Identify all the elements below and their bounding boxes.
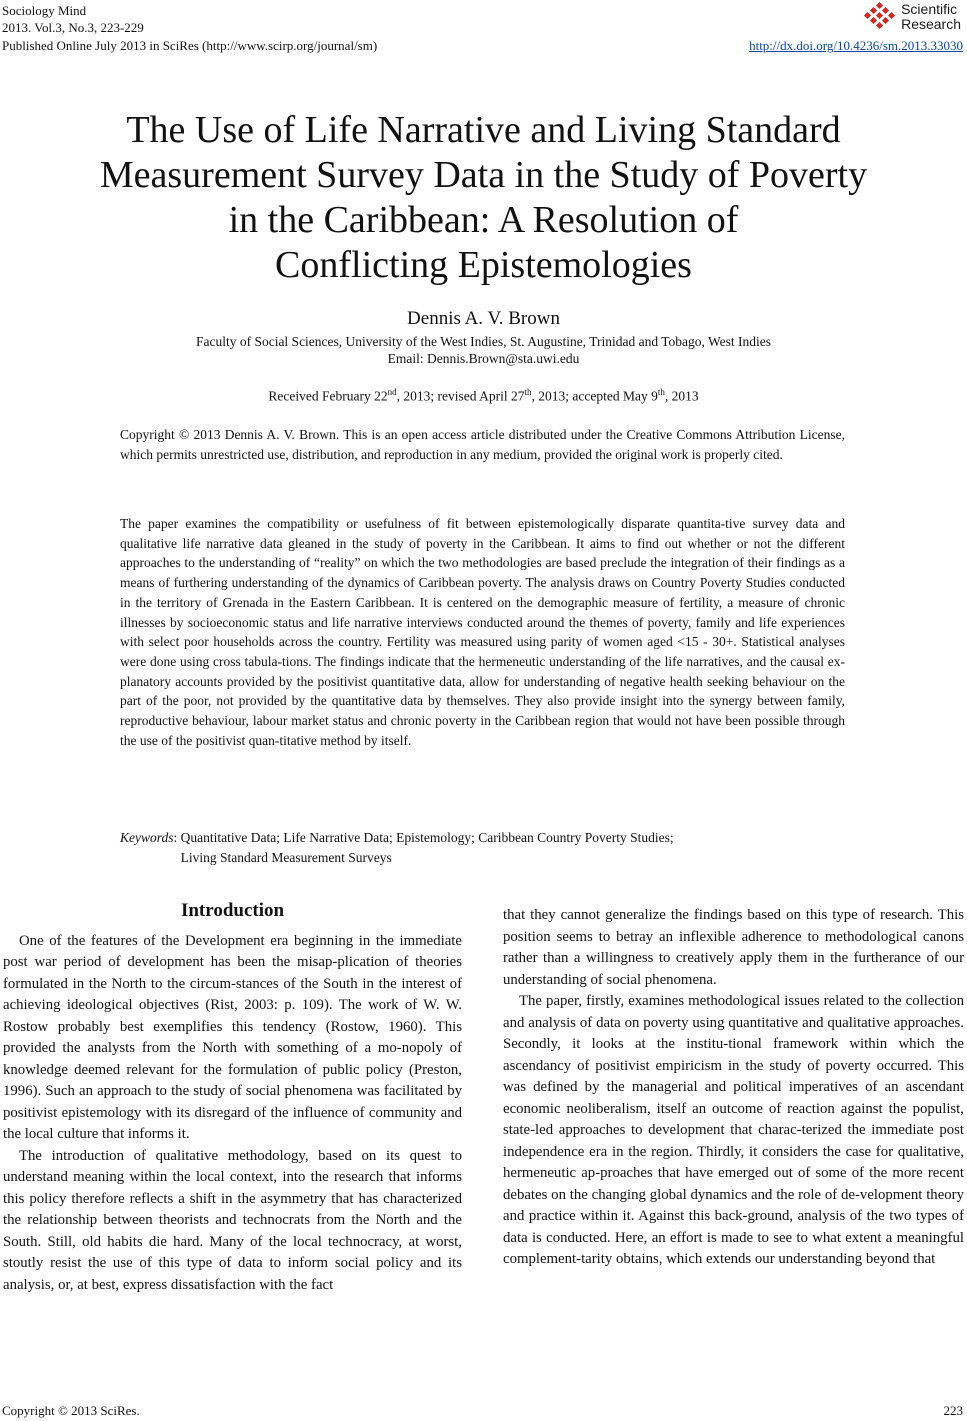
keywords-line-1: Quantitative Data; Life Narrative Data; Epistemology; Caribbean Country Poverty Studies; <box>180 830 674 845</box>
title-line: Conflicting Epistemologies <box>275 244 692 286</box>
copyright-notice: Copyright © 2013 Dennis A. V. Brown. This is an open access article distributed under the Creative Commons Attribution License, which permits unrestricted use, distribution, and reproduction in any medium, provided the original work is properly cited. <box>120 427 845 462</box>
title-line: Measurement Survey Data in the Study of Poverty <box>99 154 868 196</box>
title-line: in the Caribbean: A Resolution of <box>228 199 739 241</box>
footer-copyright: Copyright © 2013 SciRes. <box>2 1403 140 1418</box>
page-number: 223 <box>943 1403 963 1418</box>
paragraph: that they cannot generalize the findings based on this type of research. This position seems to betray an inflexible adherence to methodological canons rather than a willingness to creatively apply them in the furtherance of our understanding of social phenomena. <box>503 907 964 988</box>
diamond-cluster-icon <box>863 2 897 32</box>
title-line: The Use of Life Narrative and Living Standard <box>126 109 841 151</box>
publisher-logo <box>863 0 961 34</box>
received-dates: Received February 22nd, 2013; revised April 27th, 2013; accepted May 9th, 2013 <box>268 387 699 404</box>
journal-name: Sociology Mind <box>2 3 87 18</box>
keywords-line-2: Living Standard Measurement Surveys <box>180 849 392 865</box>
paragraph: The paper, firstly, examines methodological issues related to the collection and analysis of data on poverty using quantitative and qualitative approaches. Secondly, it looks at the institu-tional framework within which the ascendancy of positivist empiricism in the study of poverty occurred. This was defined by the managerial and political imperatives of an ascendant economic neoliberalism, itself an outcome of reaction against the populist, state-led approaches to development that charac-terized the immediate post independence era in the region. Thirdly, it considers the case for qualitative, hermeneutic ap-proaches that have emerged out of some of the more recent debates on the changing global dynamics and the role of de-velopment theory and practice within it. Against this back-ground, analysis of the two types of data is conducted. Here, an effort is made to see to what extent a meaningful complement-tarity obtains, which extends our understanding beyond that <box>503 993 964 1267</box>
volume-info: 2013. Vol.3, No.3, 223-229 <box>2 20 144 35</box>
keywords-label: Keywords <box>120 830 174 845</box>
abstract: The paper examines the compatibility or usefulness of fit between epistemologically disparate quantita-tive survey data and qualitative life narrative data gleaned in the study of poverty in the Caribbean. It aims to find out whether or not the different approaches to the understanding of “reality” on which the two methodologies are based preclude the integration of their findings as a means of furthering understanding of the dynamics of Caribbean poverty. The analysis draws on Country Poverty Studies conducted in the territory of Grenada in the Eastern Caribbean. It is centered on the demographic measure of fertility, a measure of chronic illnesses by socioeconomic status and life narrative interviews conducted around the themes of poverty, family and life experiences with select poor households across the country. Fertility was measured using parity of women aged <15 - 30+. Statistical analyses were done using cross tabula-tions. The findings indicate that the hermeneutic understanding of the life narratives, and the causal ex-planatory accounts provided by the positivist quantitative data, allow for understanding of negative health seeking behaviour on the part of the poor, not provided by the quantitative data by themselves. They also provide insight into the synergy between family, reproductive behaviour, labour market status and chronic poverty in the Caribbean region that would not have been possible through the use of the positivist quan-titative method by itself. <box>120 516 845 748</box>
paragraph: One of the features of the Development era beginning in the immediate post war period of development has been the misap-plication of theories formulated in the North to the circum-stances of the South in the interest of achieving ideological objectives (Rist, 2003: p. 109). The work of W. W. Rostow probably best exemplifies this tendency (Rostow, 1960). This provided the analysts from the North with something of a mo-nopoly of knowledge deemed relevant for the formulation of public policy (Preston, 1996). Such an approach to the study of social phenomena was facilitated by positivist epistemology with its disregard of the influence of community and the local culture that informs it. <box>3 932 462 1142</box>
keywords: Keywords: Quantitative Data; Life Narrative Data; Epistemology; Caribbean Country Poverty Studies; Living Standard Measurement Surveys <box>120 830 674 865</box>
publication-line: Published Online July 2013 in SciRes (http://www.scirp.org/journal/sm) <box>2 38 378 53</box>
article-title <box>60 108 907 288</box>
author-name: Dennis A. V. Brown <box>407 308 560 329</box>
doi-link[interactable]: http://dx.doi.org/10.4236/sm.2013.33030 <box>749 38 963 53</box>
right-column <box>503 905 964 1271</box>
section-heading: Introduction <box>180 900 285 921</box>
logo-line-2: Research <box>901 16 961 32</box>
left-column <box>3 900 462 1296</box>
author-email: Email: Dennis.Brown@sta.uwi.edu <box>387 351 580 366</box>
logo-line-1: Scientific <box>901 1 958 17</box>
paragraph: The introduction of qualitative methodology, based on its quest to understand meaning within the local context, into the research that informs this policy therefore reflects a shift in the asymmetry that has characterized the relationship between theorists and technocrats from the North and the South. Still, old habits die hard. Many of the local technocracy, at worst, stoutly resist the use of this type of data to inform social policy and its analysis, or, at best, express dissatisfaction with the fact <box>3 1147 462 1293</box>
running-header <box>2 2 144 36</box>
author-affiliation: Faculty of Social Sciences, University of the West Indies, St. Augustine, Trinidad and Tobago, West Indies <box>195 334 772 349</box>
